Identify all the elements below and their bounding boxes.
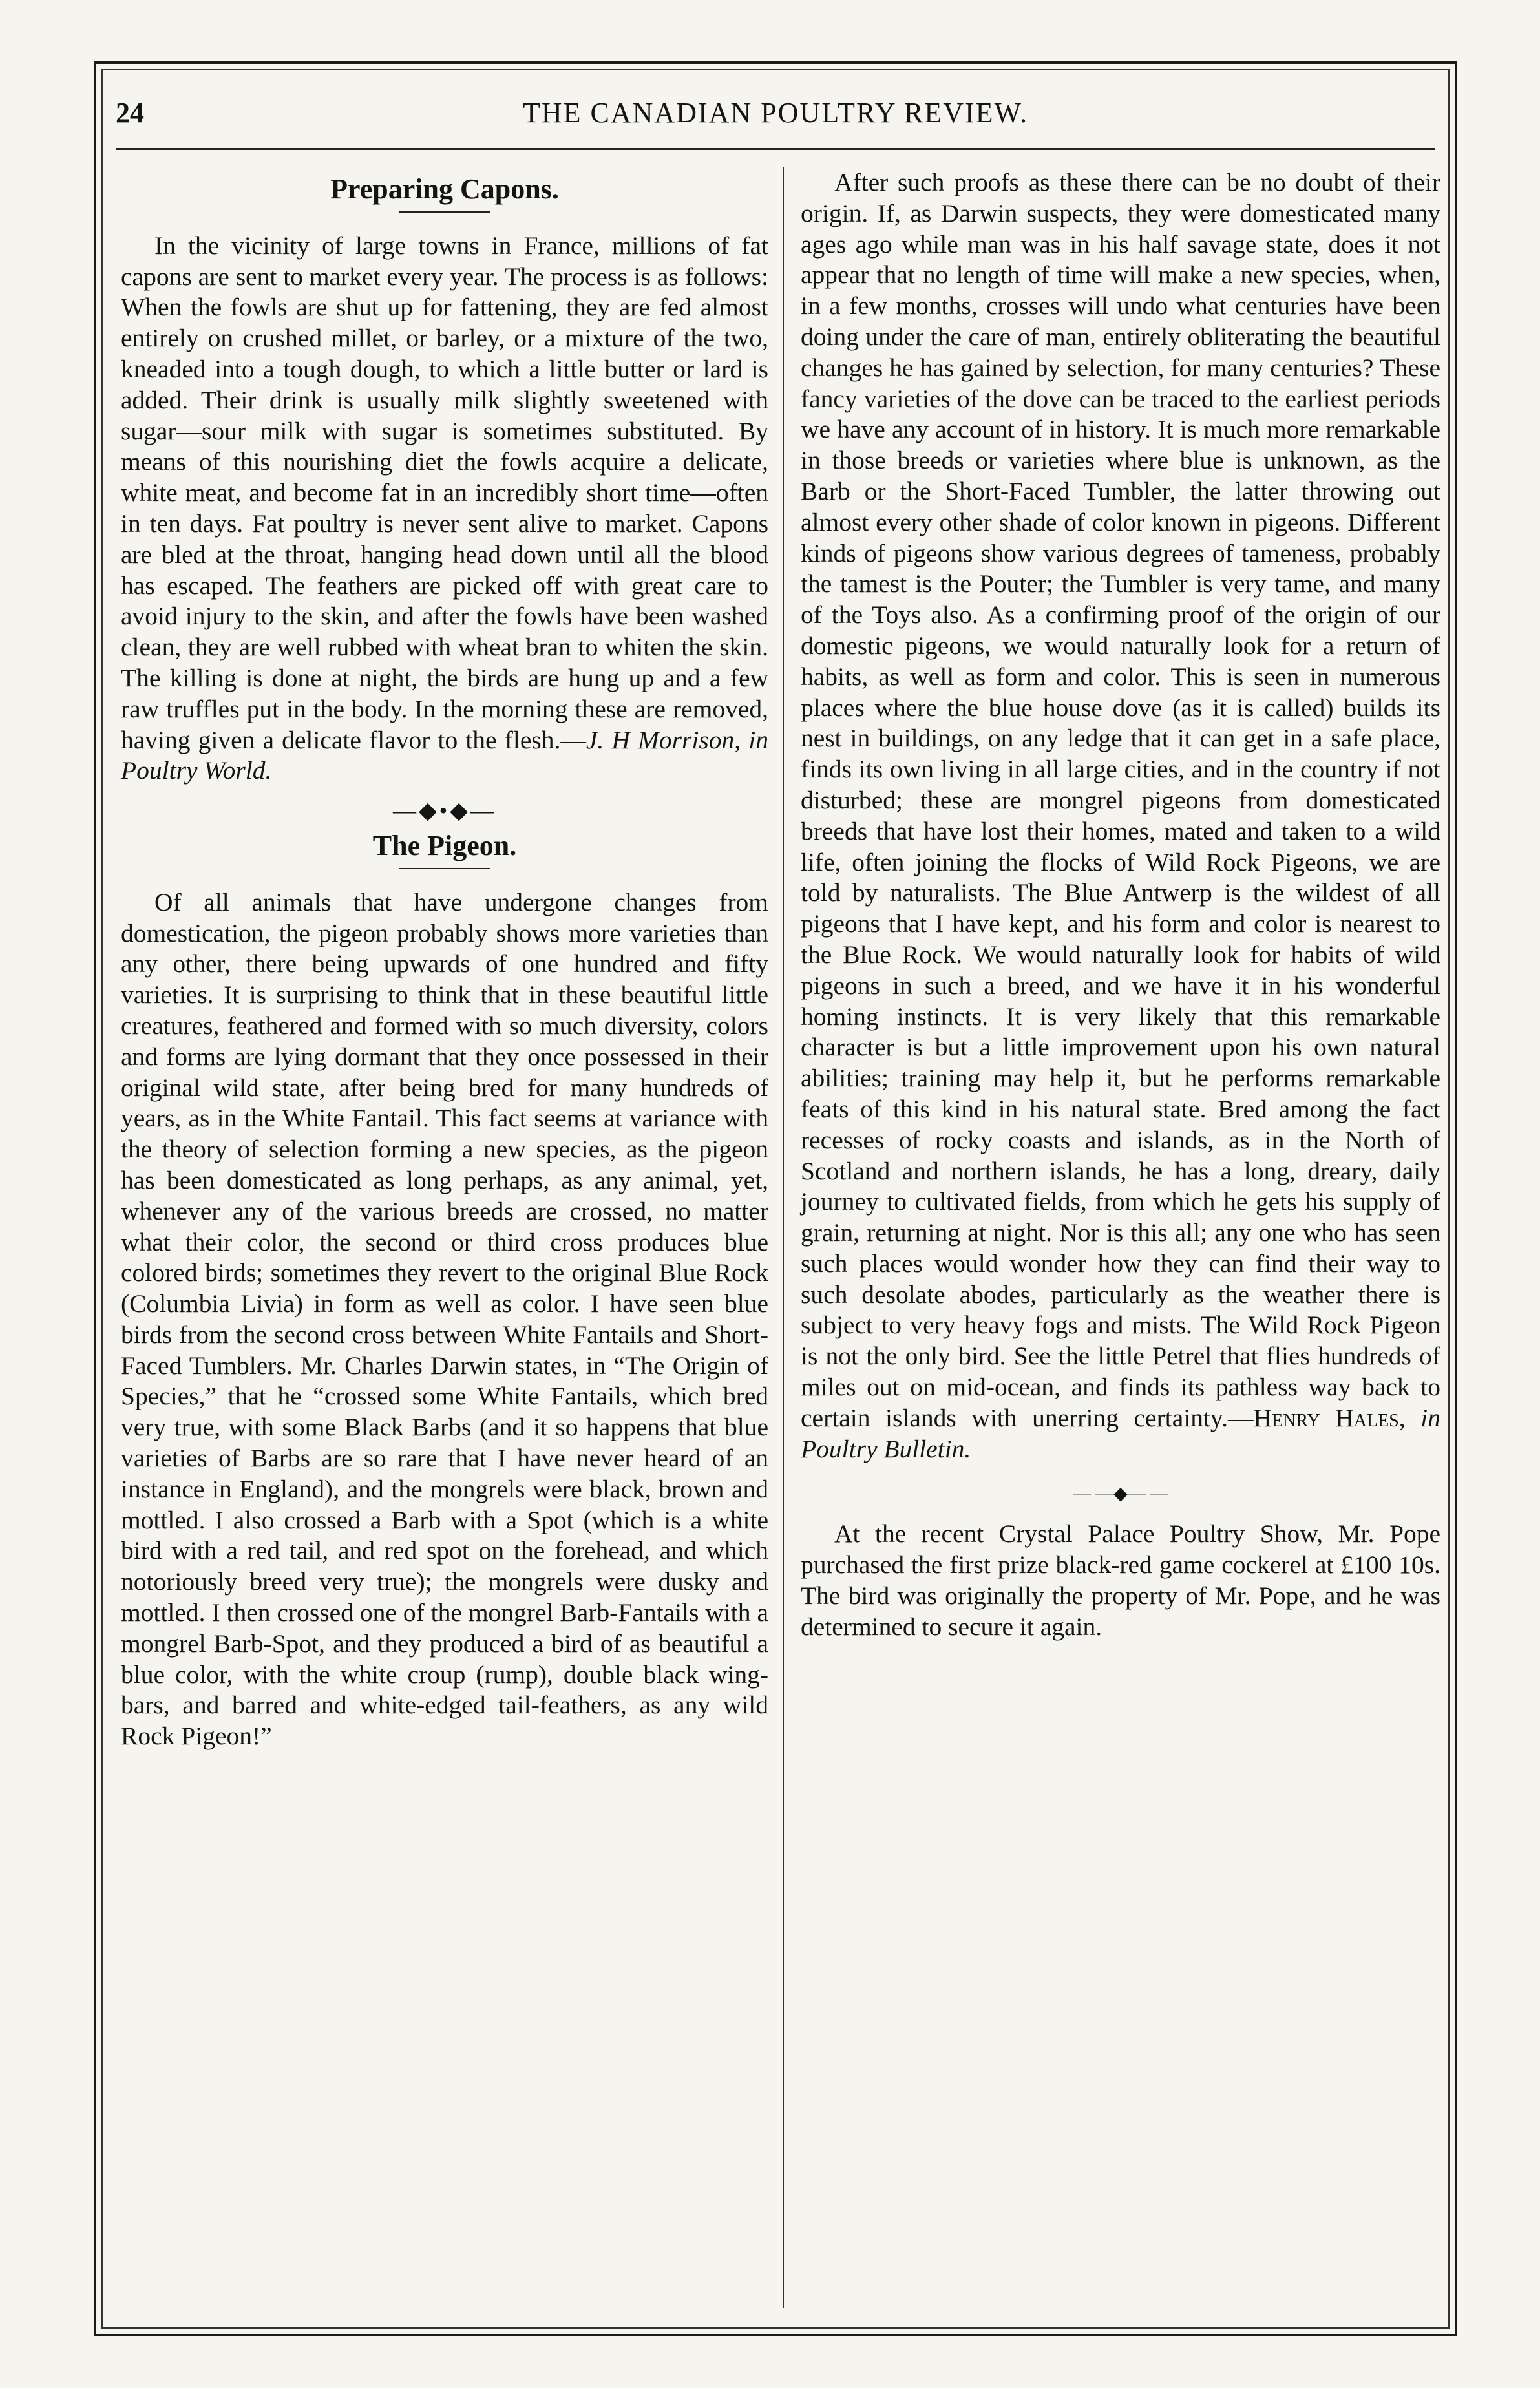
capons-credit: J. H Morrison, in Poultry World. (121, 725, 768, 785)
page-header (116, 96, 1435, 150)
title-rule (399, 868, 490, 869)
capons-title: Preparing Capons. (330, 173, 559, 205)
column-divider (783, 167, 784, 2308)
pigeon-author: Henry Hales, (1253, 1403, 1406, 1432)
page-number: 24 (116, 97, 144, 129)
pigeon-text: After such proofs as these there can be no doubt of their origin. If, as Darwin suspects, they were domesticated many ages ago while man was in his half savage state, does it not appear that no length of time will make a new species, when, in a few months, crosses will undo what centuries have been doing under the care of man, entirely obliterating the beautiful changes he has gained by selection, for many centuries? These fancy varieties of the dove can be traced to the earliest periods we have any account of in history. It is much more remarkable in those breeds or varieties where blue is unknown, as the Barb or the Short-Faced Tumbler, the latter throwing out almost every other shade of color known in pigeons. Different kinds of pigeons show various degrees of tameness, probably the tamest is the Pouter; the Tumbler is very tame, and many of the Toys also. As a confirming proof of the origin of our domestic pigeons, we would naturally look for a return of habits, as well as form and color. This is seen in numerous places where the blue house dove (as it is called) builds its nest in buildings, on any ledge that it can get in a safe place, finds its own living in all large cities, and in the country if not disturbed; these are mongrel pigeons from domesticated breeds that have lost their homes, mated and taken to a wild life, often joining the flocks of Wild Rock Pigeons, we are told by naturalists. The Blue Antwerp is the wildest of all pigeons that I have kept, and his form and color is nearest to the Blue Rock. We would naturally look for habits of wild pigeons in such a breed, and we have it in his wonderful homing instincts. It is very likely that this remarkable character is but a little improvement upon his own natural abilities; training may help it, but he performs remarkable feats of this kind in his natural state. Bred among the fact recesses of rocky coasts and islands, as in the North of Scotland and northern islands, he has a long, dreary, daily journey to cultivated fields, from which he gets his supply of grain, returning at night. Nor is this all; any one who has seen such places would wonder how they can find their way to such desolate abodes, particularly as the weather there is subject to very heavy fogs and mists. The Wild Rock Pigeon is not the only bird. See the little Petrel that flies hundreds of miles out on mid-ocean, and finds its pathless way back to certain islands with unerring certainty.— (801, 168, 1440, 1432)
newspaper-page (94, 61, 1457, 2336)
capons-paragraph (121, 231, 768, 787)
pigeon-paragraph-1: Of all animals that have undergone changes from domestication, the pigeon probably shows more varieties than any other, there being upwards of one hundred and fifty varieties. It is surprising to think that in these beautiful little creatures, feathered and formed with so much diversity, colors and forms are lying dormant that they once possessed in their original wild state, after being bred for many hundreds of years, as in the White Fantail. This fact seems at variance with the theory of selection forming a new species, as the pigeon has been domesticated as long perhaps, as any animal, yet, whenever any of the various breeds are crossed, no matter what their color, the second or third cross produces blue colored birds; sometimes they revert to the original Blue Rock (Columbia Livia) in form as well as color. I have seen blue birds from the second cross between White Fantails and Short-Faced Tumblers. Mr. Charles Darwin states, in “The Origin of Species,” that he “crossed some White Fantails, which bred very true, with some Black Barbs (and it so happens that blue varieties of Barbs are so rare that I have never heard of an instance in England), and the mongrels were black, brown and mottled. I also crossed a Barb with a Spot (which is a white bird with a red tail, and red spot on the forehead, and which notoriously breed very true); the mongrels were dusky and mottled. I then crossed one of the mongrel Barb-Fantails with a mongrel Barb-Spot, and they produced a bird of as beautiful a blue color, with the white croup (rump), double black wing-bars, and barred and white-edged tail-feathers, as any wild Rock Pigeon!” (121, 887, 768, 1751)
pigeon-title: The Pigeon. (372, 829, 517, 861)
left-column (121, 167, 768, 2308)
dash-rule: — —◆— — (1073, 1484, 1168, 1505)
title-rule (399, 211, 490, 213)
capons-text: In the vicinity of large towns in France, millions of fat capons are sent to market every year. The process is as follows: When the fowls are shut up for fattening, they are fed almost entirely on crushed millet, or barley, or a mixture of the two, kneaded into a tough dough, to which a little butter or lard is added. Their drink is usually milk slightly sweetened with sugar—sour milk with sugar is sometimes substituted. By means of this nourishing diet the fowls acquire a delicate, white meat, and become fat in an incredibly short time—often in ten days. Fat poultry is never sent alive to market. Capons are bled at the throat, hanging head down until all the blood has escaped. The feathers are picked off with great care to avoid injury to the skin, and after the fowls have been washed clean, they are well rubbed with wheat bran to whiten the skin. The killing is done at night, the birds are hung up and a few raw truffles put in the body. In the morning these are removed, having given a delicate flavor to the flesh.— (121, 231, 768, 754)
section-ornament: —◆•◆— (393, 798, 496, 824)
right-column (801, 167, 1440, 2308)
crystal-palace-paragraph: At the recent Crystal Palace Poultry Show, Mr. Pope purchased the first prize black-red game cockerel at £100 10s. The bird was originally the property of Mr. Pope, and he was determined to secure it again. (801, 1519, 1440, 1641)
pigeon-paragraph-2 (801, 167, 1440, 1464)
pigeon-source: in Poultry Bulletin. (801, 1403, 1440, 1463)
journal-title: THE CANADIAN POULTRY REVIEW. (523, 97, 1028, 129)
